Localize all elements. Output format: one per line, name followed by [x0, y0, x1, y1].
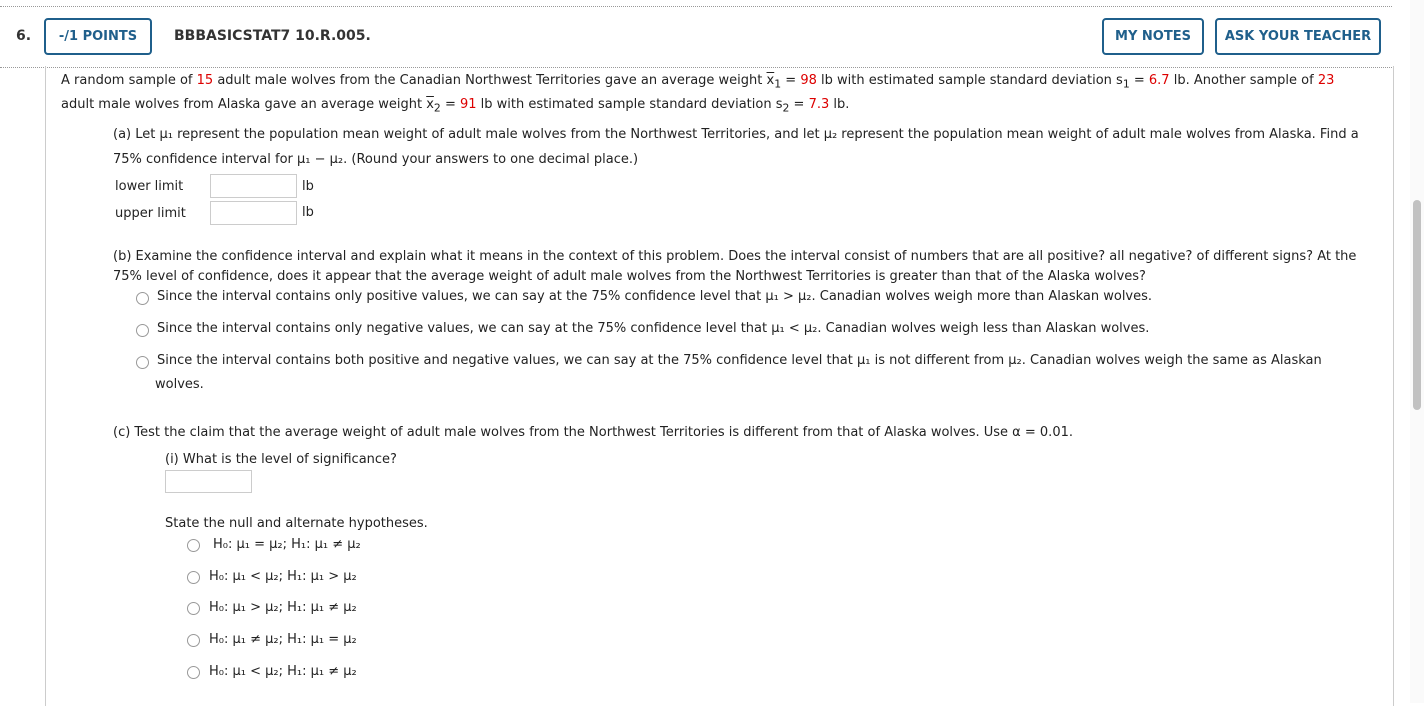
intro-text: lb. Another sample of — [1173, 73, 1314, 88]
xbar2-sub: 2 — [433, 101, 441, 115]
sample-size-1: 15 — [196, 73, 214, 88]
intro-line-1 — [61, 73, 1334, 91]
part-c-prompt: (c) Test the claim that the average weight of adult male wolves from the Northwest Territories is different from that of Alaska wolves. Use α = 0.01. — [113, 425, 1073, 440]
hypothesis-1-label: H₀: μ₁ = μ₂; H₁: μ₁ ≠ μ₂ — [213, 537, 361, 552]
significance-input[interactable] — [165, 470, 252, 493]
std-dev-2: 7.3 — [808, 97, 830, 112]
intro-text: adult male wolves from Alaska gave an average weight — [61, 97, 423, 112]
equals-sign: = — [444, 97, 456, 112]
intro-text: lb. — [833, 97, 850, 112]
intro-line-2 — [61, 97, 849, 115]
hypothesis-3-radio[interactable] — [187, 602, 200, 615]
scrollbar-thumb[interactable] — [1413, 200, 1421, 410]
question-id: BBBASICSTAT7 10.R.005. — [174, 28, 371, 44]
xbar1-symbol: $\overline{x}$ — [766, 73, 775, 88]
equals-sign: = — [793, 97, 805, 112]
part-b-prompt-2: 75% level of confidence, does it appear that the average weight of adult male wolves from the Northwest Territories is greater than that of the Alaska wolves? — [113, 269, 1146, 284]
option-b3-label-cont: wolves. — [155, 377, 204, 392]
hypothesis-3-label: H₀: μ₁ > μ₂; H₁: μ₁ ≠ μ₂ — [209, 600, 357, 615]
hypotheses-prompt: State the null and alternate hypotheses. — [165, 516, 428, 531]
mean-weight-2: 91 — [459, 97, 477, 112]
s1-sub: 1 — [1122, 77, 1130, 91]
std-dev-1: 6.7 — [1148, 73, 1170, 88]
option-b3-radio[interactable] — [136, 356, 149, 369]
xbar2-symbol: $\overline{x}$ — [426, 97, 434, 112]
part-a-prompt-2: 75% confidence interval for μ₁ − μ₂. (Round your answers to one decimal place.) — [113, 152, 639, 167]
hypothesis-5-label: H₀: μ₁ < μ₂; H₁: μ₁ ≠ μ₂ — [209, 664, 357, 679]
hypothesis-5-radio[interactable] — [187, 666, 200, 679]
option-b1-label: Since the interval contains only positive values, we can say at the 75% confidence level that μ₁ > μ₂. Canadian wolves weigh more than Alaskan wolves. — [157, 289, 1153, 304]
vertical-scrollbar[interactable] — [1410, 0, 1424, 703]
points-button[interactable]: -/1 POINTS — [44, 18, 152, 55]
upper-limit-unit: lb — [302, 205, 314, 220]
part-b-prompt-1: (b) Examine the confidence interval and explain what it means in the context of this problem. Does the interval consist of numbers that are all positive? all negative? of different signs? At the — [113, 249, 1357, 264]
xbar1-sub: 1 — [774, 77, 782, 91]
upper-limit-input[interactable] — [210, 201, 297, 225]
intro-text: lb with estimated sample standard deviation s — [480, 97, 783, 112]
question-body — [45, 66, 1394, 706]
lower-limit-unit: lb — [302, 179, 314, 194]
upper-limit-label: upper limit — [115, 206, 186, 221]
option-b2-label: Since the interval contains only negative values, we can say at the 75% confidence level that μ₁ < μ₂. Canadian wolves weigh less than Alaskan wolves. — [157, 321, 1150, 336]
hypothesis-4-radio[interactable] — [187, 634, 200, 647]
equals-sign: = — [785, 73, 797, 88]
hypothesis-4-label: H₀: μ₁ ≠ μ₂; H₁: μ₁ = μ₂ — [209, 632, 357, 647]
hypothesis-1-radio[interactable] — [187, 539, 200, 552]
part-a-prompt-1: (a) Let μ₁ represent the population mean weight of adult male wolves from the Northwest Territories, and let μ₂ represent the population mean weight of adult male wolves from Alaska. Find a — [113, 127, 1359, 142]
ask-teacher-button[interactable]: ASK YOUR TEACHER — [1215, 18, 1381, 55]
hypothesis-2-radio[interactable] — [187, 571, 200, 584]
intro-text: A random sample of — [61, 73, 193, 88]
sample-size-2: 23 — [1317, 73, 1335, 88]
equals-sign: = — [1133, 73, 1145, 88]
intro-text: lb with estimated sample standard deviation s — [821, 73, 1123, 88]
significance-question: (i) What is the level of significance? — [165, 452, 397, 467]
question-number: 6. — [16, 28, 32, 44]
s2-sub: 2 — [782, 101, 790, 115]
hypothesis-2-label: H₀: μ₁ < μ₂; H₁: μ₁ > μ₂ — [209, 569, 357, 584]
option-b2-radio[interactable] — [136, 324, 149, 337]
lower-limit-label: lower limit — [115, 179, 184, 194]
intro-text: adult male wolves from the Canadian Northwest Territories gave an average weight — [217, 73, 763, 88]
option-b1-radio[interactable] — [136, 292, 149, 305]
lower-limit-input[interactable] — [210, 174, 297, 198]
my-notes-button[interactable]: MY NOTES — [1102, 18, 1204, 55]
mean-weight-1: 98 — [800, 73, 817, 88]
question-header — [0, 6, 1392, 68]
option-b3-label: Since the interval contains both positive and negative values, we can say at the 75% confidence level that μ₁ is not different from μ₂. Canadian wolves weigh the same as Alaskan — [157, 353, 1322, 368]
